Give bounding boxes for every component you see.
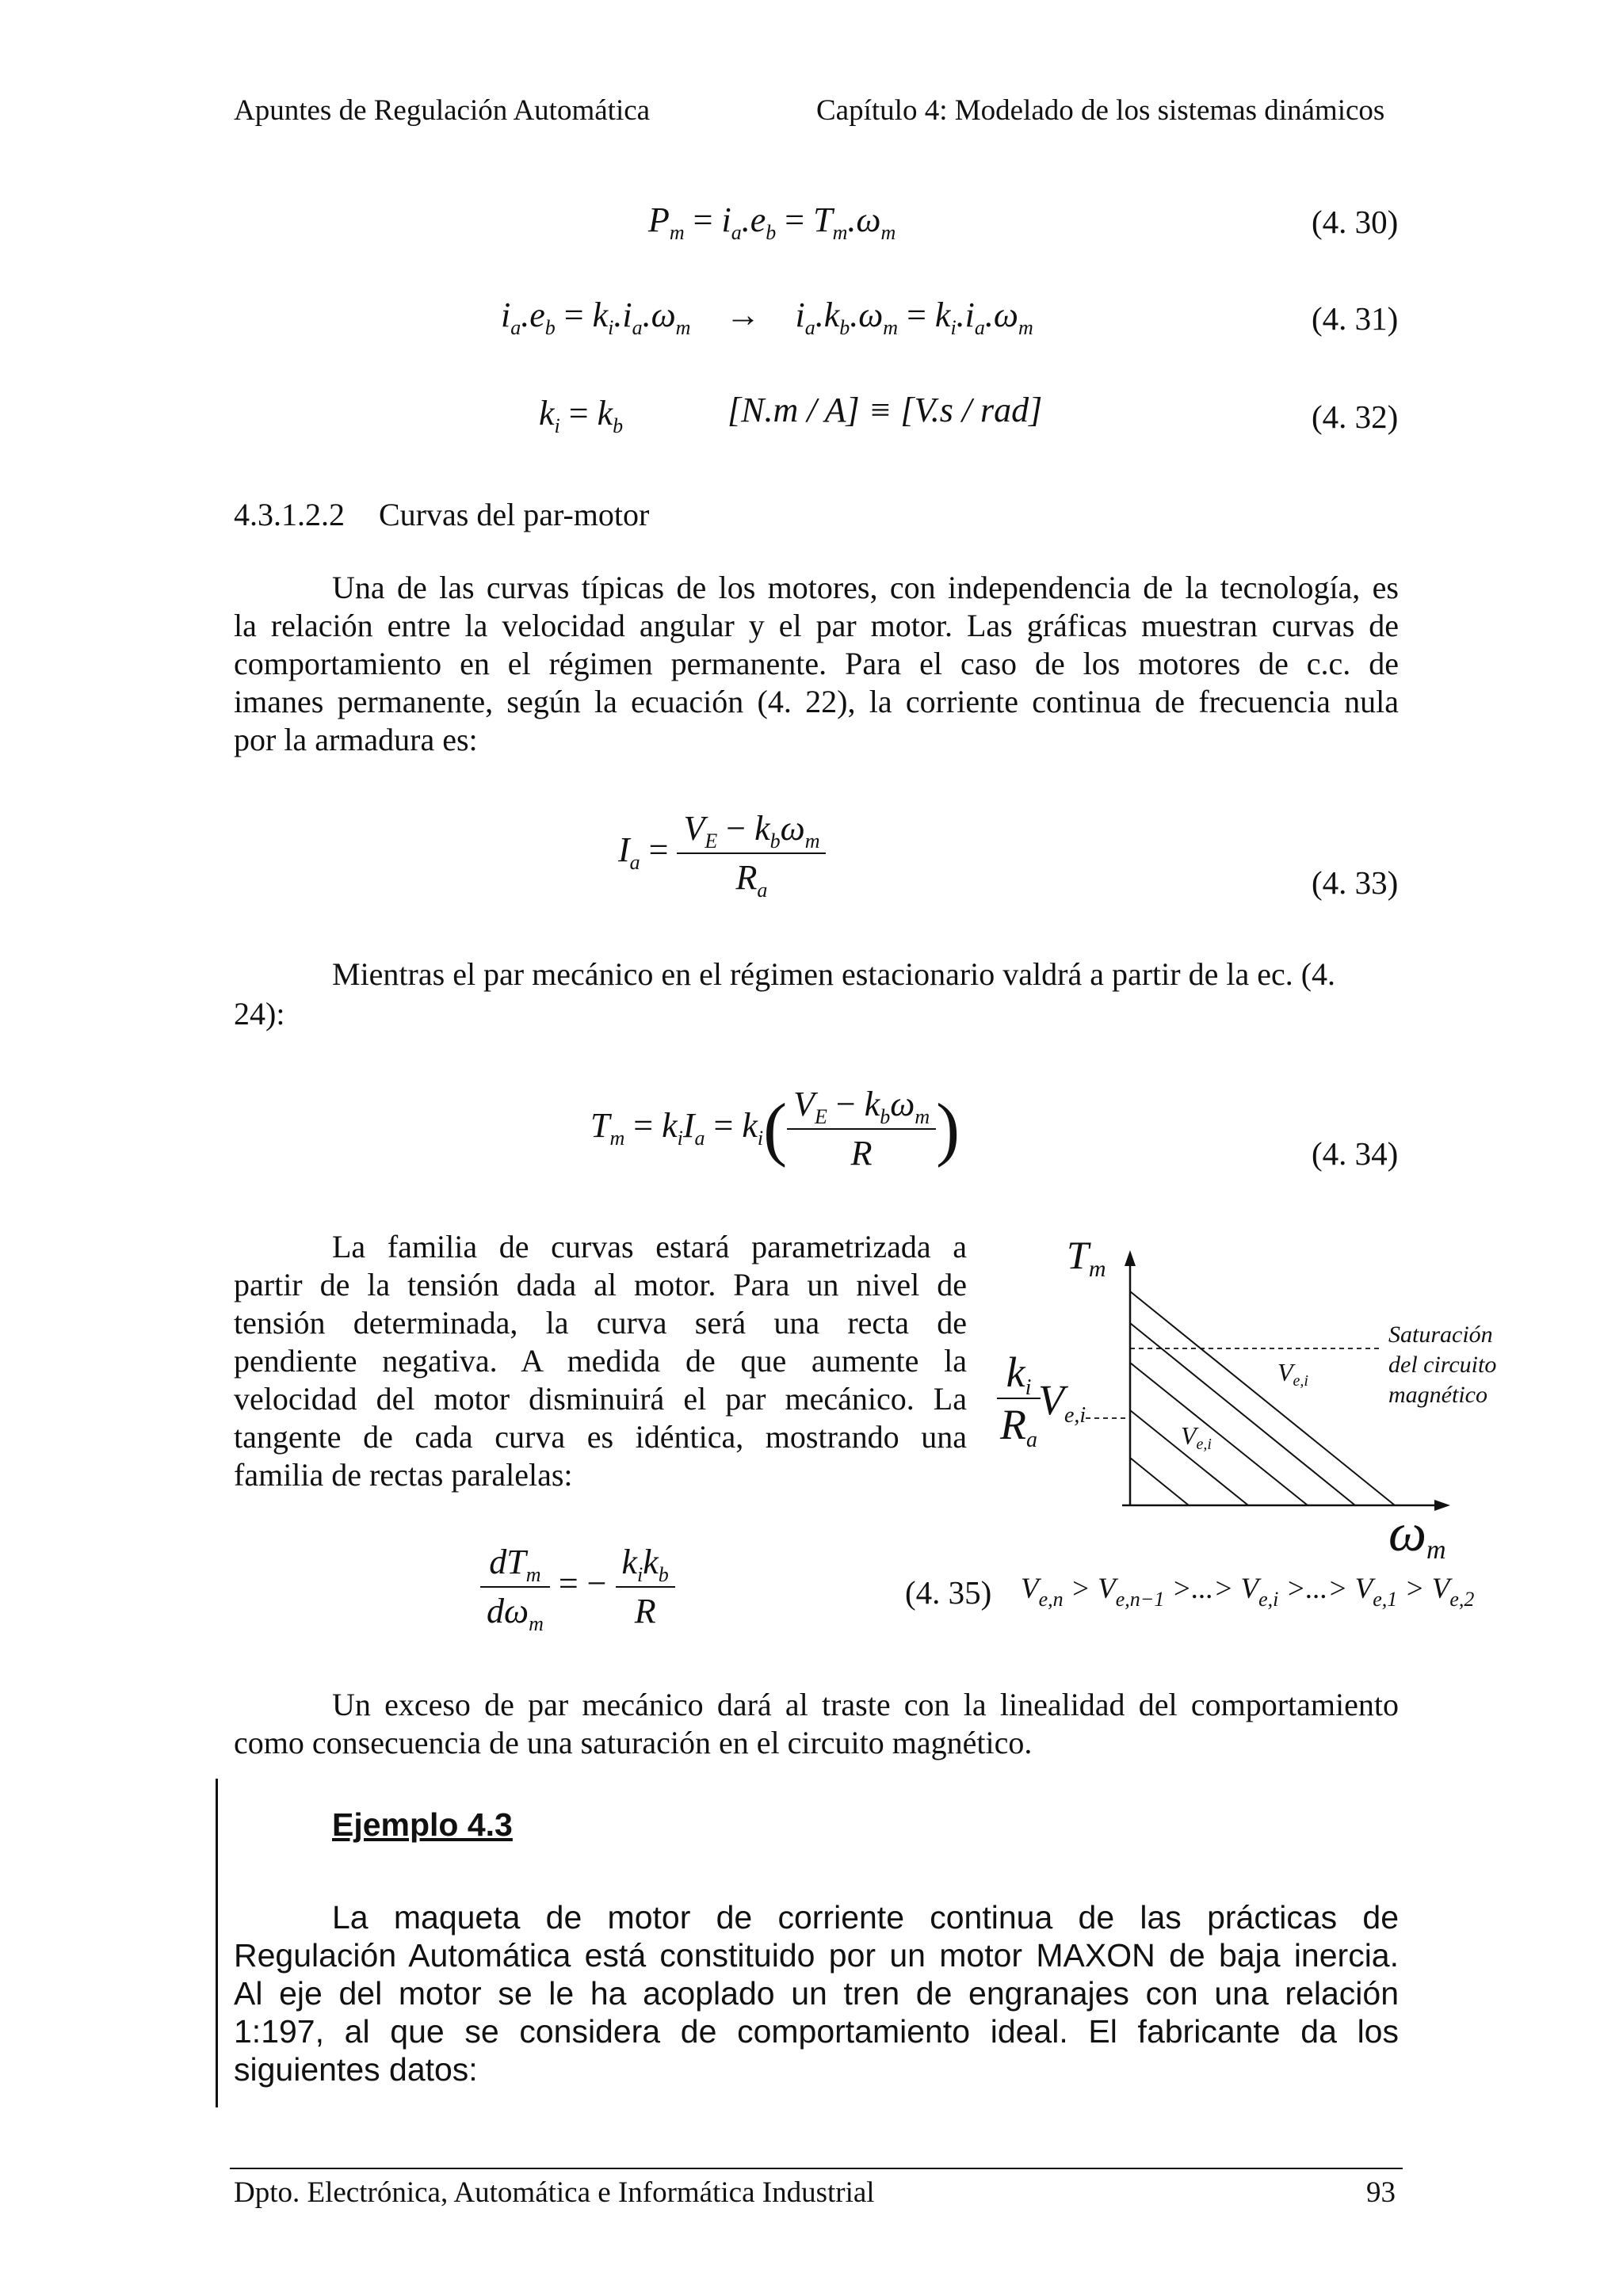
curve-subscript: e,i xyxy=(1293,1372,1308,1390)
side-r: R xyxy=(1000,1401,1026,1448)
paragraph-line: por la armadura es: xyxy=(234,722,478,757)
header-left: Apuntes de Regulación Automática xyxy=(234,94,651,127)
header-right: Capítulo 4: Modelado de los sistemas dinámicos xyxy=(816,94,1385,127)
annotation-line: del circuito xyxy=(1388,1352,1497,1378)
curve-line xyxy=(1130,1291,1395,1505)
example-margin-bar xyxy=(216,1779,218,2107)
equation-number-4-34: (4. 34) xyxy=(1312,1135,1399,1172)
curve-line xyxy=(1130,1458,1189,1505)
curve-symbol: V xyxy=(1277,1358,1293,1386)
curve-line xyxy=(1130,1323,1355,1505)
paragraph-line: Al eje del motor se le ha acoplado un tren de engranajes con una relación xyxy=(234,1975,1399,2012)
footer-left: Dpto. Electrónica, Automática e Informática Industrial xyxy=(234,2176,875,2209)
page-number: 93 xyxy=(1366,2176,1396,2209)
paragraph-line: 1:197, al que se considera de comportamiento ideal. El fabricante da los xyxy=(234,2013,1399,2050)
side-v: V xyxy=(1038,1376,1064,1424)
x-axis-subscript: m xyxy=(1426,1535,1446,1565)
equation-number-4-30: (4. 30) xyxy=(1312,204,1399,240)
paragraph-line: Un exceso de par mecánico dará al traste con la linealidad del comportamiento xyxy=(332,1687,1399,1722)
example-title: Ejemplo 4.3 xyxy=(332,1806,513,1843)
curve-symbol: V xyxy=(1181,1421,1197,1450)
y-axis-label xyxy=(1067,1232,1106,1282)
paragraph-line: La maqueta de motor de corriente continua de las prácticas de xyxy=(332,1899,1399,1936)
side-v-sub: e,i xyxy=(1064,1403,1086,1428)
paragraph-line: pendiente negativa. A medida de que aumente la xyxy=(234,1343,967,1379)
paragraph-line: Mientras el par mecánico en el régimen estacionario valdrá a partir de la ec. (4. xyxy=(332,956,1336,992)
paragraph-line: comportamiento en el régimen permanente. Para el caso de los motores de c.c. de xyxy=(234,646,1399,681)
paragraph-line: Regulación Automática está constituido por un motor MAXON de baja inercia. xyxy=(234,1937,1399,1974)
equation-number-4-31: (4. 31) xyxy=(1312,300,1399,337)
equation-number-4-32: (4. 32) xyxy=(1312,399,1399,435)
saturation-annotation xyxy=(1388,1320,1496,1410)
paragraph-line: tangente de cada curva es idéntica, mostrando una xyxy=(234,1419,967,1455)
footer-rule xyxy=(230,2168,1403,2169)
x-axis-symbol: ω xyxy=(1388,1502,1427,1562)
paragraph-line: Una de las curvas típicas de los motores, con independencia de la tecnología, es xyxy=(332,570,1399,605)
equation-4-34: $T_m = k_iI_a = k_i$( $\frac{V_E - k_b\omega_m}{R}$ ) xyxy=(590,1081,960,1177)
side-k: k xyxy=(1006,1348,1025,1396)
paragraph-line: 24): xyxy=(234,996,285,1032)
equation-number-4-35: (4. 35) xyxy=(905,1574,992,1611)
paragraph-family xyxy=(234,1228,967,1494)
paragraph-line: imanes permanente, según la ecuación (4. 22), la corriente continua de frecuencia nula xyxy=(234,684,1399,719)
side-k-sub: i xyxy=(1025,1375,1032,1400)
equation-4-33: $I_a$ = $\frac{V_E - k_b\omega_m}{R_a}$ xyxy=(618,805,826,902)
curve-subscript: e,i xyxy=(1196,1436,1212,1453)
annotation-line: Saturación xyxy=(1388,1322,1493,1348)
paragraph-saturation xyxy=(234,1686,1399,1762)
equation-4-32: $k_i = k_b$ xyxy=(539,394,624,437)
x-axis-label xyxy=(1388,1501,1446,1564)
paragraph-line: tensión determinada, la curva será una recta de xyxy=(234,1305,967,1341)
equation-4-30: $P_m = i_a.e_b = T_m.\omega_m$ xyxy=(648,200,896,244)
annotation-line: magnético xyxy=(1388,1382,1487,1408)
side-voltage xyxy=(1038,1375,1086,1428)
paragraph-line: velocidad del motor disminuirá el par mecánico. La xyxy=(234,1381,967,1417)
side-fraction xyxy=(997,1347,1041,1450)
equation-number-4-33: (4. 33) xyxy=(1312,864,1399,901)
paragraph-line: siguientes datos: xyxy=(234,2051,478,2088)
y-axis-arrow xyxy=(1125,1250,1136,1266)
paragraph-line: la relación entre la velocidad angular y el par motor. Las gráficas muestran curvas de xyxy=(234,608,1399,643)
equation-4-32-units: [N.m / A] ≡ [V.s / rad] xyxy=(727,391,1043,429)
section-number: 4.3.1.2.2 xyxy=(234,497,345,532)
example-paragraph xyxy=(234,1898,1399,2088)
paragraph-line: partir de la tensión dada al motor. Para un nivel de xyxy=(234,1267,967,1302)
paragraph-intro xyxy=(234,569,1399,759)
paragraph-line: familia de rectas paralelas: xyxy=(234,1457,573,1493)
paragraph-line: como consecuencia de una saturación en el circuito magnético. xyxy=(234,1725,1033,1760)
paragraph-line: La familia de curvas estará parametrizada a xyxy=(332,1229,967,1264)
equation-4-35: $\frac{dT_m}{d\omega_m}$ = − $\frac{k_ik_b}{R}$ xyxy=(480,1539,675,1635)
curve-label-upper xyxy=(1277,1358,1308,1390)
section-title: Curvas del par-motor xyxy=(379,497,650,532)
curve-label-lower xyxy=(1181,1421,1212,1451)
equation-4-31: $i_a.e_b = k_i.i_a.\omega_m$ → $i_a.k_b.\omega_m = k_i.i_a.\omega_m$ xyxy=(501,296,1033,339)
y-axis-subscript: m xyxy=(1088,1256,1106,1282)
voltage-ordering: $V_{e,n} > V_{e,n-1}$ >...> $V_{e,i}$ >...> $V_{e,1} > V_{e,2}$ xyxy=(1021,1573,1475,1611)
y-axis-symbol: T xyxy=(1067,1233,1089,1277)
side-r-sub: a xyxy=(1026,1428,1037,1452)
